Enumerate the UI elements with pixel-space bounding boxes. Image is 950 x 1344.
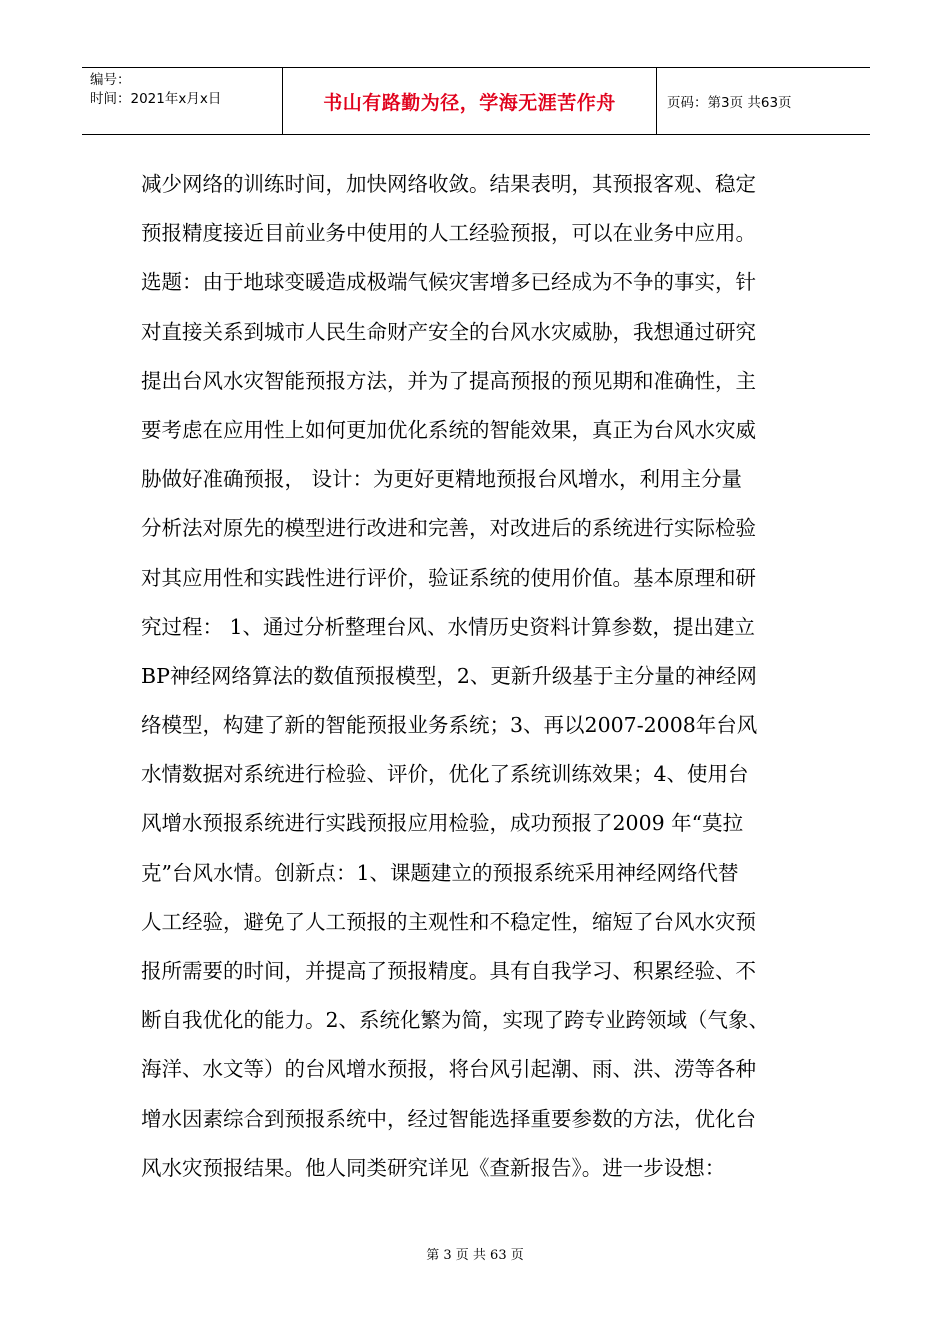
- body-line: 增水因素综合到预报系统中，经过智能选择重要参数的方法，优化台: [141, 1106, 756, 1131]
- body-line: 络模型，构建了新的智能预报业务系统；3、再以2007-2008年台风: [141, 713, 758, 738]
- body-line: 选题：由于地球变暖造成极端气候灾害增多已经成为不争的事实，针: [141, 270, 756, 295]
- number-label: 编号：: [90, 72, 131, 88]
- body-line: 提出台风水灾智能预报方法，并为了提高预报的预见期和准确性，主: [141, 368, 756, 393]
- header-motto: 书山有路勤为径，学海无涯苦作舟: [283, 68, 657, 134]
- body-line: 克”台风水情。创新点：1、课题建立的预报系统采用神经网络代替: [141, 860, 739, 885]
- body-line: BP神经网络算法的数值预报模型，2、更新升级基于主分量的神经网: [141, 663, 757, 688]
- body-line: 减少网络的训练时间，加快网络收敛。结果表明，其预报客观、稳定: [141, 172, 756, 196]
- page-footer: 第 3 页 共 63 页: [426, 1248, 524, 1263]
- body-line: 究过程： 1、通过分析整理台风、水情历史资料计算参数，提出建立: [141, 614, 756, 639]
- body-line: 预报精度接近目前业务中使用的人工经验预报，可以在业务中应用。: [141, 221, 756, 246]
- date-label: 时间：2021年x月x日: [90, 91, 222, 107]
- body-line: 人工经验，避免了人工预报的主观性和不稳定性，缩短了台风水灾预: [141, 909, 756, 934]
- body-line: 风水灾预报结果。他人同类研究详见《查新报告》。进一步设想：: [141, 1155, 726, 1180]
- header-meta: [82, 68, 283, 134]
- body-line: 风增水预报系统进行实践预报应用检验，成功预报了2009 年“莫拉: [141, 811, 744, 836]
- page-header: [82, 67, 870, 135]
- body-line: 对直接关系到城市人民生命财产安全的台风水灾威胁，我想通过研究: [141, 319, 756, 344]
- body-line: 要考虑在应用性上如何更加优化系统的智能效果，真正为台风水灾威: [141, 417, 756, 442]
- body-paragraph: [141, 160, 813, 1193]
- body-line: 水情数据对系统进行检验、评价，优化了系统训练效果；4、使用台: [141, 762, 749, 787]
- body-line: 断自我优化的能力。2、系统化繁为简，实现了跨专业跨领域（气象、: [141, 1008, 770, 1033]
- body-line: 分析法对原先的模型进行改进和完善，对改进后的系统进行实际检验: [141, 516, 756, 541]
- body-line: 胁做好准确预报， 设计：为更好更精地预报台风增水，利用主分量: [141, 467, 743, 492]
- header-page-info: 页码：第3页 共63页: [667, 95, 792, 111]
- body-line: 对其应用性和实践性进行评价，验证系统的使用价值。基本原理和研: [141, 565, 756, 590]
- body-line: 报所需要的时间，并提高了预报精度。具有自我学习、积累经验、不: [141, 959, 756, 983]
- body-line: 海洋、水文等）的台风增水预报，将台风引起潮、雨、洪、涝等各种: [141, 1057, 756, 1082]
